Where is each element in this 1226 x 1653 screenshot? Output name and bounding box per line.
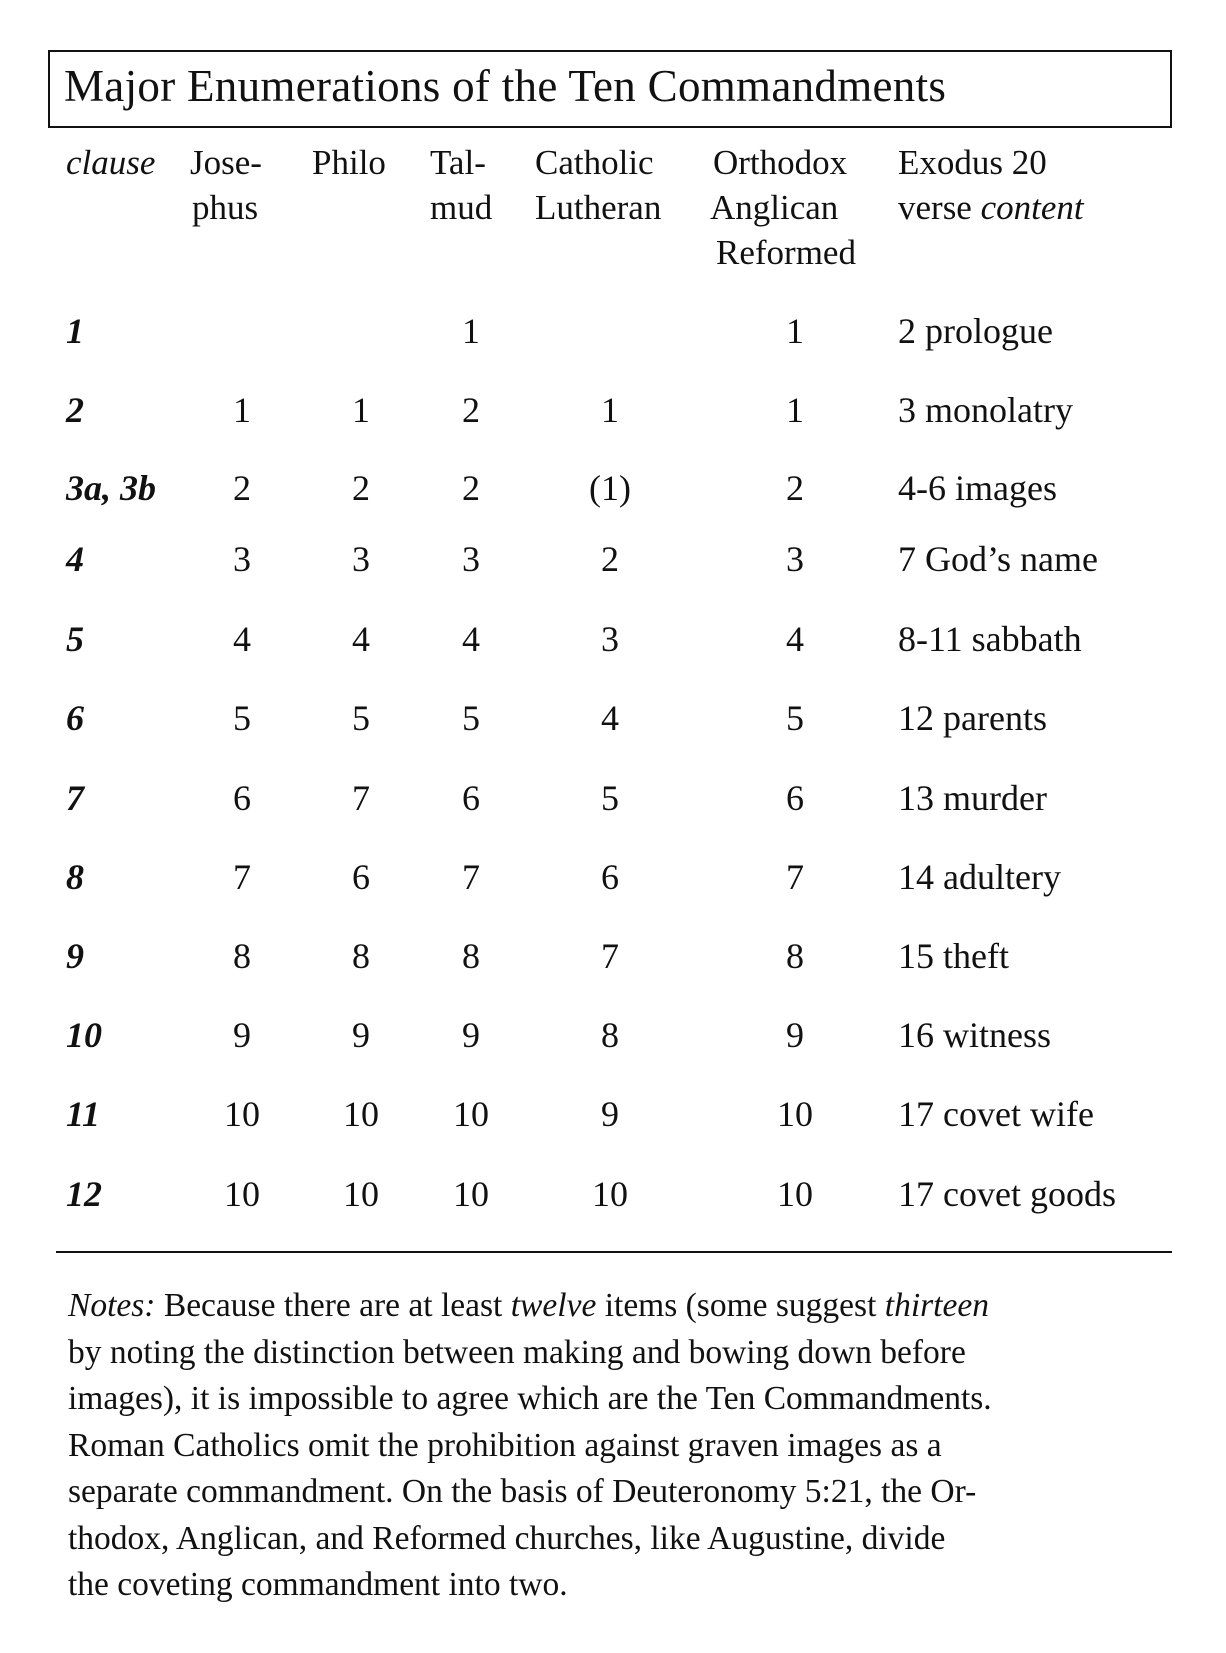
cell-orthodox: 7: [786, 857, 804, 897]
table-bottom-rule: [56, 1251, 1172, 1253]
cell-josephus: 9: [233, 1015, 251, 1055]
cell-orthodox: 1: [786, 311, 804, 351]
cell-josephus: 3: [233, 539, 251, 579]
header-talmud-1: Tal-: [430, 143, 486, 182]
cell-content: 17 covet goods: [898, 1174, 1116, 1214]
cell-talmud: 1: [462, 311, 480, 351]
cell-talmud: 2: [462, 390, 480, 430]
cell-content: 15 theft: [898, 936, 1009, 976]
cell-talmud: 5: [462, 698, 480, 738]
notes-label: Notes:: [68, 1287, 156, 1324]
header-orthodox-2: Anglican: [710, 188, 839, 227]
cell-content: 2 prologue: [898, 311, 1053, 351]
cell-clause: 9: [66, 936, 84, 976]
cell-talmud: 10: [453, 1174, 489, 1214]
cell-orthodox: 2: [786, 468, 804, 508]
cell-josephus: 4: [233, 619, 251, 659]
notes-line: thodox, Anglican, and Reformed churches, like Augustine, divide: [68, 1519, 946, 1557]
cell-clause: 6: [66, 698, 84, 738]
cell-clause: 12: [66, 1174, 102, 1214]
cell-philo: 8: [352, 936, 370, 976]
notes-line: separate commandment. On the basis of Deuteronomy 5:21, the Or-: [68, 1473, 977, 1510]
notes-line: Roman Catholics omit the prohibition against graven images as a: [68, 1426, 942, 1464]
cell-philo: 10: [343, 1174, 379, 1214]
notes-line: [68, 1283, 1178, 1330]
cell-content: 8-11 sabbath: [898, 619, 1082, 659]
page-title: Major Enumerations of the Ten Commandments: [64, 61, 947, 111]
cell-clause: 7: [66, 778, 84, 818]
cell-orthodox: 10: [777, 1174, 813, 1214]
cell-orthodox: 5: [786, 698, 804, 738]
cell-josephus: 8: [233, 936, 251, 976]
cell-catholic: 7: [601, 936, 619, 976]
cell-orthodox: 4: [786, 619, 804, 659]
header-exodus-content: content: [980, 188, 1084, 227]
cell-philo: 3: [352, 539, 370, 579]
cell-content: 14 adultery: [898, 857, 1061, 897]
notes-text: Because there are at least: [155, 1287, 511, 1324]
cell-clause: 8: [66, 857, 84, 897]
header-josephus-1: Jose-: [190, 143, 262, 182]
cell-philo: 6: [352, 857, 370, 897]
cell-content: 12 parents: [898, 698, 1047, 738]
cell-orthodox: 8: [786, 936, 804, 976]
cell-orthodox: 9: [786, 1015, 804, 1055]
cell-clause: 2: [66, 390, 84, 430]
cell-catholic: 5: [601, 778, 619, 818]
header-josephus-2: phus: [192, 188, 259, 227]
cell-orthodox: 1: [786, 390, 804, 430]
cell-clause: 4: [66, 539, 84, 579]
header-exodus-verse: verse: [898, 188, 981, 227]
header-clause: clause: [66, 143, 156, 182]
notes-text: items (some suggest: [596, 1287, 885, 1324]
cell-clause: 1: [66, 311, 84, 351]
notes-emphasis: twelve: [510, 1287, 597, 1324]
cell-talmud: 2: [462, 468, 480, 508]
cell-talmud: 3: [462, 539, 480, 579]
cell-catholic: 8: [601, 1015, 619, 1055]
cell-josephus: 10: [224, 1094, 260, 1134]
cell-catholic: 3: [601, 619, 619, 659]
cell-philo: 10: [343, 1094, 379, 1134]
cell-philo: 7: [352, 778, 370, 818]
notes-line: the coveting commandment into two.: [68, 1566, 568, 1603]
cell-catholic: 6: [601, 857, 619, 897]
cell-talmud: 8: [462, 936, 480, 976]
cell-josephus: 5: [233, 698, 251, 738]
table-notes: [68, 1283, 1178, 1609]
cell-philo: 4: [352, 619, 370, 659]
cell-clause: 5: [66, 619, 84, 659]
cell-philo: 1: [352, 390, 370, 430]
cell-josephus: 10: [224, 1174, 260, 1214]
notes-emphasis: thirteen: [884, 1287, 989, 1324]
title-box: [48, 50, 1172, 128]
cell-clause: 11: [66, 1094, 101, 1134]
header-catholic-1: Catholic: [535, 143, 654, 182]
cell-josephus: 1: [233, 390, 251, 430]
cell-josephus: 2: [233, 468, 251, 508]
cell-content: 3 monolatry: [898, 390, 1073, 430]
cell-catholic: 4: [601, 698, 619, 738]
cell-clause: 3a, 3b: [66, 468, 156, 508]
cell-talmud: 9: [462, 1015, 480, 1055]
notes-line: by noting the distinction between making and bowing down before: [68, 1333, 966, 1371]
cell-catholic: 2: [601, 539, 619, 579]
cell-talmud: 7: [462, 857, 480, 897]
cell-philo: 2: [352, 468, 370, 508]
cell-content: 7 God’s name: [898, 539, 1098, 579]
cell-catholic: 9: [601, 1094, 619, 1134]
cell-talmud: 6: [462, 778, 480, 818]
cell-orthodox: 6: [786, 778, 804, 818]
header-philo: Philo: [312, 143, 386, 182]
cell-catholic: 1: [601, 390, 619, 430]
cell-content: 17 covet wife: [898, 1094, 1094, 1134]
cell-talmud: 10: [453, 1094, 489, 1134]
cell-philo: 9: [352, 1015, 370, 1055]
cell-content: 4-6 images: [898, 468, 1057, 508]
cell-content: 16 witness: [898, 1015, 1051, 1055]
cell-catholic: (1): [589, 468, 631, 508]
cell-clause: 10: [66, 1015, 102, 1055]
cell-orthodox: 3: [786, 539, 804, 579]
cell-philo: 5: [352, 698, 370, 738]
header-exodus-1: Exodus 20: [898, 143, 1047, 182]
cell-catholic: 10: [592, 1174, 628, 1214]
cell-josephus: 6: [233, 778, 251, 818]
cell-content: 13 murder: [898, 778, 1047, 818]
cell-josephus: 7: [233, 857, 251, 897]
cell-talmud: 4: [462, 619, 480, 659]
cell-orthodox: 10: [777, 1094, 813, 1134]
header-orthodox-3: Reformed: [716, 233, 856, 272]
header-talmud-2: mud: [430, 188, 493, 227]
header-exodus-2: [898, 185, 1084, 230]
header-orthodox-1: Orthodox: [713, 143, 848, 182]
notes-line: images), it is impossible to agree which are the Ten Commandments.: [68, 1380, 992, 1417]
header-catholic-2: Lutheran: [535, 188, 662, 227]
